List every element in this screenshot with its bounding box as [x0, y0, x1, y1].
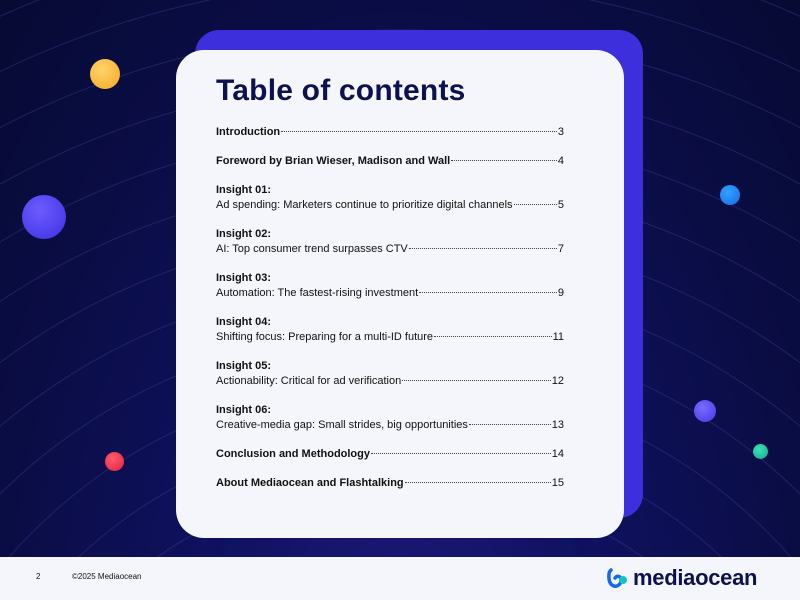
- mediaocean-logo-icon: [607, 568, 629, 588]
- toc-entry[interactable]: [216, 271, 564, 301]
- toc-entry-title: Ad spending: Marketers continue to prioritize digital channels: [216, 199, 513, 211]
- toc-entry-line: [216, 476, 564, 491]
- page-number: 2: [36, 572, 41, 581]
- toc-entry-page-number: 4: [557, 155, 564, 167]
- toc-entry-page-number: 3: [557, 126, 564, 138]
- toc-entry-title: Creative-media gap: Small strides, big opportunities: [216, 419, 468, 431]
- toc-entry-label: Insight 01:: [216, 184, 272, 196]
- dot-leader: [405, 482, 551, 483]
- toc-entry-line: [216, 242, 564, 257]
- toc-list: [216, 125, 564, 505]
- toc-entry-title: Actionability: Critical for ad verification: [216, 375, 402, 387]
- toc-entry[interactable]: [216, 403, 564, 433]
- red-planet-icon: [105, 452, 124, 471]
- dot-leader: [419, 292, 557, 293]
- toc-entry-line: [216, 374, 564, 389]
- teal-planet-icon: [753, 444, 768, 459]
- toc-entry-line: [216, 154, 564, 169]
- mediaocean-logo: [607, 565, 757, 591]
- dot-leader: [434, 336, 552, 337]
- toc-entry-page-number: 15: [551, 477, 564, 489]
- toc-entry-line: [216, 198, 564, 213]
- toc-entry-page-number: 7: [557, 243, 564, 255]
- toc-entry-line: [216, 418, 564, 433]
- toc-entry-line: [216, 286, 564, 301]
- toc-entry-page-number: 12: [551, 375, 564, 387]
- toc-entry-label: Insight 05:: [216, 360, 272, 372]
- toc-entry-title: Foreword by Brian Wieser, Madison and Wall: [216, 155, 451, 167]
- toc-entry-title: Conclusion and Methodology: [216, 448, 370, 460]
- toc-entry-page-number: 9: [557, 287, 564, 299]
- toc-entry-page-number: 11: [552, 331, 564, 343]
- dot-leader: [281, 131, 557, 132]
- toc-entry[interactable]: [216, 315, 564, 345]
- dot-leader: [469, 424, 551, 425]
- small-violet-planet-icon: [694, 400, 716, 422]
- toc-entry-label: Insight 03:: [216, 272, 272, 284]
- toc-entry-page-number: 14: [551, 448, 564, 460]
- toc-entry-title: Shifting focus: Preparing for a multi-ID future: [216, 331, 434, 343]
- dot-leader: [402, 380, 551, 381]
- toc-entry[interactable]: [216, 476, 564, 491]
- toc-entry[interactable]: [216, 125, 564, 140]
- dot-leader: [451, 160, 557, 161]
- toc-entry-title: About Mediaocean and Flashtalking: [216, 477, 404, 489]
- toc-entry[interactable]: [216, 227, 564, 257]
- toc-entry-line: [216, 447, 564, 462]
- toc-entry-title: AI: Top consumer trend surpasses CTV: [216, 243, 408, 255]
- copyright-text: ©2025 Mediaocean: [72, 572, 142, 581]
- toc-entry-label: Insight 02:: [216, 228, 272, 240]
- toc-entry[interactable]: [216, 183, 564, 213]
- footer: [0, 557, 800, 600]
- toc-entry-title: Introduction: [216, 126, 281, 138]
- toc-entry[interactable]: [216, 154, 564, 169]
- toc-entry-line: [216, 125, 564, 140]
- toc-entry[interactable]: [216, 359, 564, 389]
- toc-entry-label: Insight 04:: [216, 316, 272, 328]
- page-title: Table of contents: [216, 74, 466, 107]
- toc-entry[interactable]: [216, 447, 564, 462]
- dot-leader: [371, 453, 551, 454]
- toc-entry-line: [216, 330, 564, 345]
- yellow-planet-icon: [90, 59, 120, 89]
- dot-leader: [514, 204, 557, 205]
- logo-wordmark: mediaocean: [633, 565, 758, 590]
- dot-leader: [409, 248, 557, 249]
- toc-entry-page-number: 13: [551, 419, 564, 431]
- violet-planet-icon: [22, 195, 66, 239]
- toc-card: [176, 50, 624, 538]
- toc-entry-title: Automation: The fastest-rising investment: [216, 287, 419, 299]
- toc-entry-label: Insight 06:: [216, 404, 272, 416]
- blue-planet-icon: [720, 185, 740, 205]
- toc-entry-page-number: 5: [557, 199, 564, 211]
